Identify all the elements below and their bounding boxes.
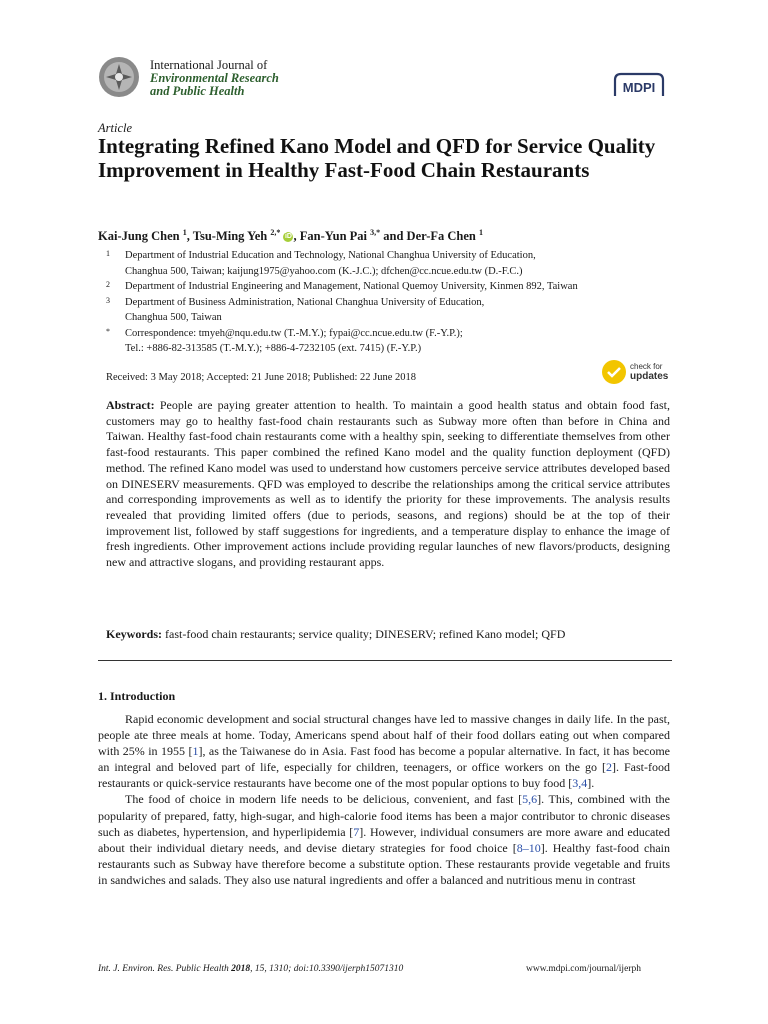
affiliation-number: 1 bbox=[106, 249, 110, 258]
citation-link[interactable]: 2 bbox=[605, 760, 612, 775]
check-updates-line1: check for bbox=[630, 362, 663, 371]
footer-citation bbox=[98, 964, 403, 974]
affiliation-number: * bbox=[106, 326, 110, 336]
paragraph bbox=[98, 711, 670, 791]
citation-link[interactable]: 1 bbox=[192, 744, 199, 759]
text-run: ]. bbox=[587, 776, 595, 791]
journal-name-line1: International Journal of bbox=[150, 58, 268, 72]
journal-name-line3: and Public Health bbox=[150, 84, 245, 98]
text-run: ]. However, individual consumers are more aware and educated about their individual dietary needs, and devise dietary strategies for food choice [ bbox=[98, 824, 671, 855]
author-affil-sup: 2,* bbox=[270, 228, 281, 237]
affiliation-line: Department of Business Administration, National Changhua University of Education, bbox=[125, 296, 485, 308]
author-separator: , bbox=[293, 229, 300, 244]
check-updates-line2: updates bbox=[630, 371, 669, 382]
affiliation-line: Changhua 500, Taiwan bbox=[125, 312, 222, 323]
author-separator: and bbox=[380, 229, 407, 244]
citation-link[interactable]: 5,6 bbox=[522, 792, 538, 807]
text-run: ]. This, combined with the popularity of prepared, fatty, high-sugar, and high-calorie food items has been a major contributor to chronic diseases such as diabetes, hypertension, and hyperlipidemia [ bbox=[98, 792, 671, 839]
check-updates-icon bbox=[602, 360, 626, 384]
author-affil-sup: 1 bbox=[182, 228, 187, 237]
citation-link[interactable]: 8–10 bbox=[516, 840, 541, 855]
affiliation-line: Tel.: +886-82-313585 (T.-M.Y.); +886-4-7232105 (ext. 7415) (F.-Y.P.) bbox=[125, 343, 422, 354]
abstract bbox=[106, 398, 670, 571]
footer-year: 2018 bbox=[231, 964, 251, 974]
mdpi-logo bbox=[611, 70, 667, 98]
publication-dates: Received: 3 May 2018; Accepted: 21 June 2018; Published: 22 June 2018 bbox=[106, 372, 416, 383]
text-run: The food of choice in modern life needs to be delicious, convenient, and fast [ bbox=[125, 792, 523, 807]
author-name: Kai-Jung Chen bbox=[98, 229, 180, 244]
author-name: Fan-Yun Pai bbox=[299, 229, 368, 244]
text-run: ], as the Taiwanese do in Asia. Fast food has become a popular alternative. In fact, it has become an integral and beloved part of life, especially for children, teenagers, or office workers on the go [ bbox=[98, 744, 671, 775]
affiliation-line: Department of Industrial Engineering and Management, National Quemoy University, Kinmen 892, Taiwan bbox=[125, 281, 578, 292]
check-for-updates-badge[interactable] bbox=[602, 360, 672, 386]
citation-link[interactable]: 3,4 bbox=[572, 776, 588, 791]
affiliation-item bbox=[98, 279, 678, 295]
orcid-icon[interactable]: iD bbox=[284, 233, 292, 241]
author-affil-sup: 3,* bbox=[370, 228, 381, 237]
affiliations bbox=[98, 248, 678, 357]
section-divider bbox=[98, 660, 672, 661]
author-separator: , bbox=[186, 229, 193, 244]
keywords-text: fast-food chain restaurants; service quality; DINESERV; refined Kano model; QFD bbox=[165, 627, 566, 641]
footer-doi: , 15, 1310; doi:10.3390/ijerph15071310 bbox=[250, 964, 404, 974]
abstract-label: Abstract: bbox=[106, 398, 155, 412]
article-type: Article bbox=[98, 121, 133, 135]
section-title: 1. Introduction bbox=[98, 689, 176, 703]
paragraph bbox=[98, 791, 670, 888]
affiliation-line: Department of Industrial Education and Technology, National Changhua University of Education, bbox=[125, 250, 536, 261]
footer-journal: Int. J. Environ. Res. Public Health bbox=[98, 964, 232, 974]
abstract-text: People are paying greater attention to health. To maintain a good health status and obtain food fast, customers may go to healthy fast-food chain restaurants such as Subway more often than before in China and Taiwan. Healthy fast-food chain restaurants come with a healthy spin, seeking to differentiate themselves from other fast-food restaurants. This paper combined the refined Kano model and the quality function deployment (QFD) method. The refined Kano model was used to understand how customers perceive service attributes developed based on DINESERV measurements. QFD was employed to describe the relationships among the critical service attributes and corresponding improvements as well as to identify the priority for these improvements. The analysis results revealed that providing limited offers (due to periods, seasons, and regions) should be at the top of their improvement list, followed by staff suggestions for ingredients, and a temperature display to enhance the image of fresh ingredients. Other improvement actions include providing regular launches of new flavors/products, designing new and attractive slogans, and providing restaurant apps. bbox=[106, 398, 671, 570]
affiliation-item bbox=[98, 295, 678, 326]
affiliation-line: Changhua 500, Taiwan; kaijung1975@yahoo.com (K.-J.C.); dfchen@cc.ncue.edu.tw (D.-F.C.) bbox=[125, 265, 523, 277]
text-run: Rapid economic development and social structural changes have led to massive changes in daily life. In the past, people ate three meals at home. Today, Americans spend about half of their food dollars eating out when compared with 25% in 1955 [ bbox=[98, 712, 670, 759]
keywords bbox=[106, 627, 670, 643]
affiliation-number: 3 bbox=[106, 295, 110, 305]
affiliation-item bbox=[98, 326, 678, 357]
text-run: ]. Fast-food restaurants or quick-service restaurants have become one of the most popular options to buy food [ bbox=[98, 760, 670, 791]
author-name: Tsu-Ming Yeh bbox=[192, 229, 268, 244]
footer-journal-url[interactable]: www.mdpi.com/journal/ijerph bbox=[526, 964, 641, 974]
keywords-label: Keywords: bbox=[106, 627, 162, 641]
citation-link[interactable]: 7 bbox=[353, 824, 360, 839]
article-title: Integrating Refined Kano Model and QFD for Service Quality Improvement in Healthy Fast-Food Chain Restaurants bbox=[98, 134, 656, 182]
journal-logo bbox=[98, 56, 140, 98]
mdpi-logo-text: MDPI bbox=[622, 80, 656, 95]
introduction-body bbox=[98, 711, 670, 888]
affiliation-number: 2 bbox=[106, 280, 110, 289]
journal-name-line2: Environmental Research bbox=[150, 71, 279, 85]
author-list bbox=[98, 228, 483, 244]
affiliation-line: Correspondence: tmyeh@nqu.edu.tw (T.-M.Y.); fypai@cc.ncue.edu.tw (F.-Y.P.); bbox=[125, 327, 463, 339]
author-affil-sup: 1 bbox=[478, 228, 483, 237]
author-name: Der-Fa Chen bbox=[406, 229, 476, 244]
affiliation-item bbox=[98, 248, 678, 279]
text-run: ]. Healthy fast-food chain restaurants such as Subway have therefore become a substitute option. These restaurants provide vegetable and fruits in sandwiches and salads. They also use natural ingredients and offer a balanced and nutritious menu in contrast bbox=[98, 840, 670, 887]
journal-name bbox=[150, 59, 279, 98]
